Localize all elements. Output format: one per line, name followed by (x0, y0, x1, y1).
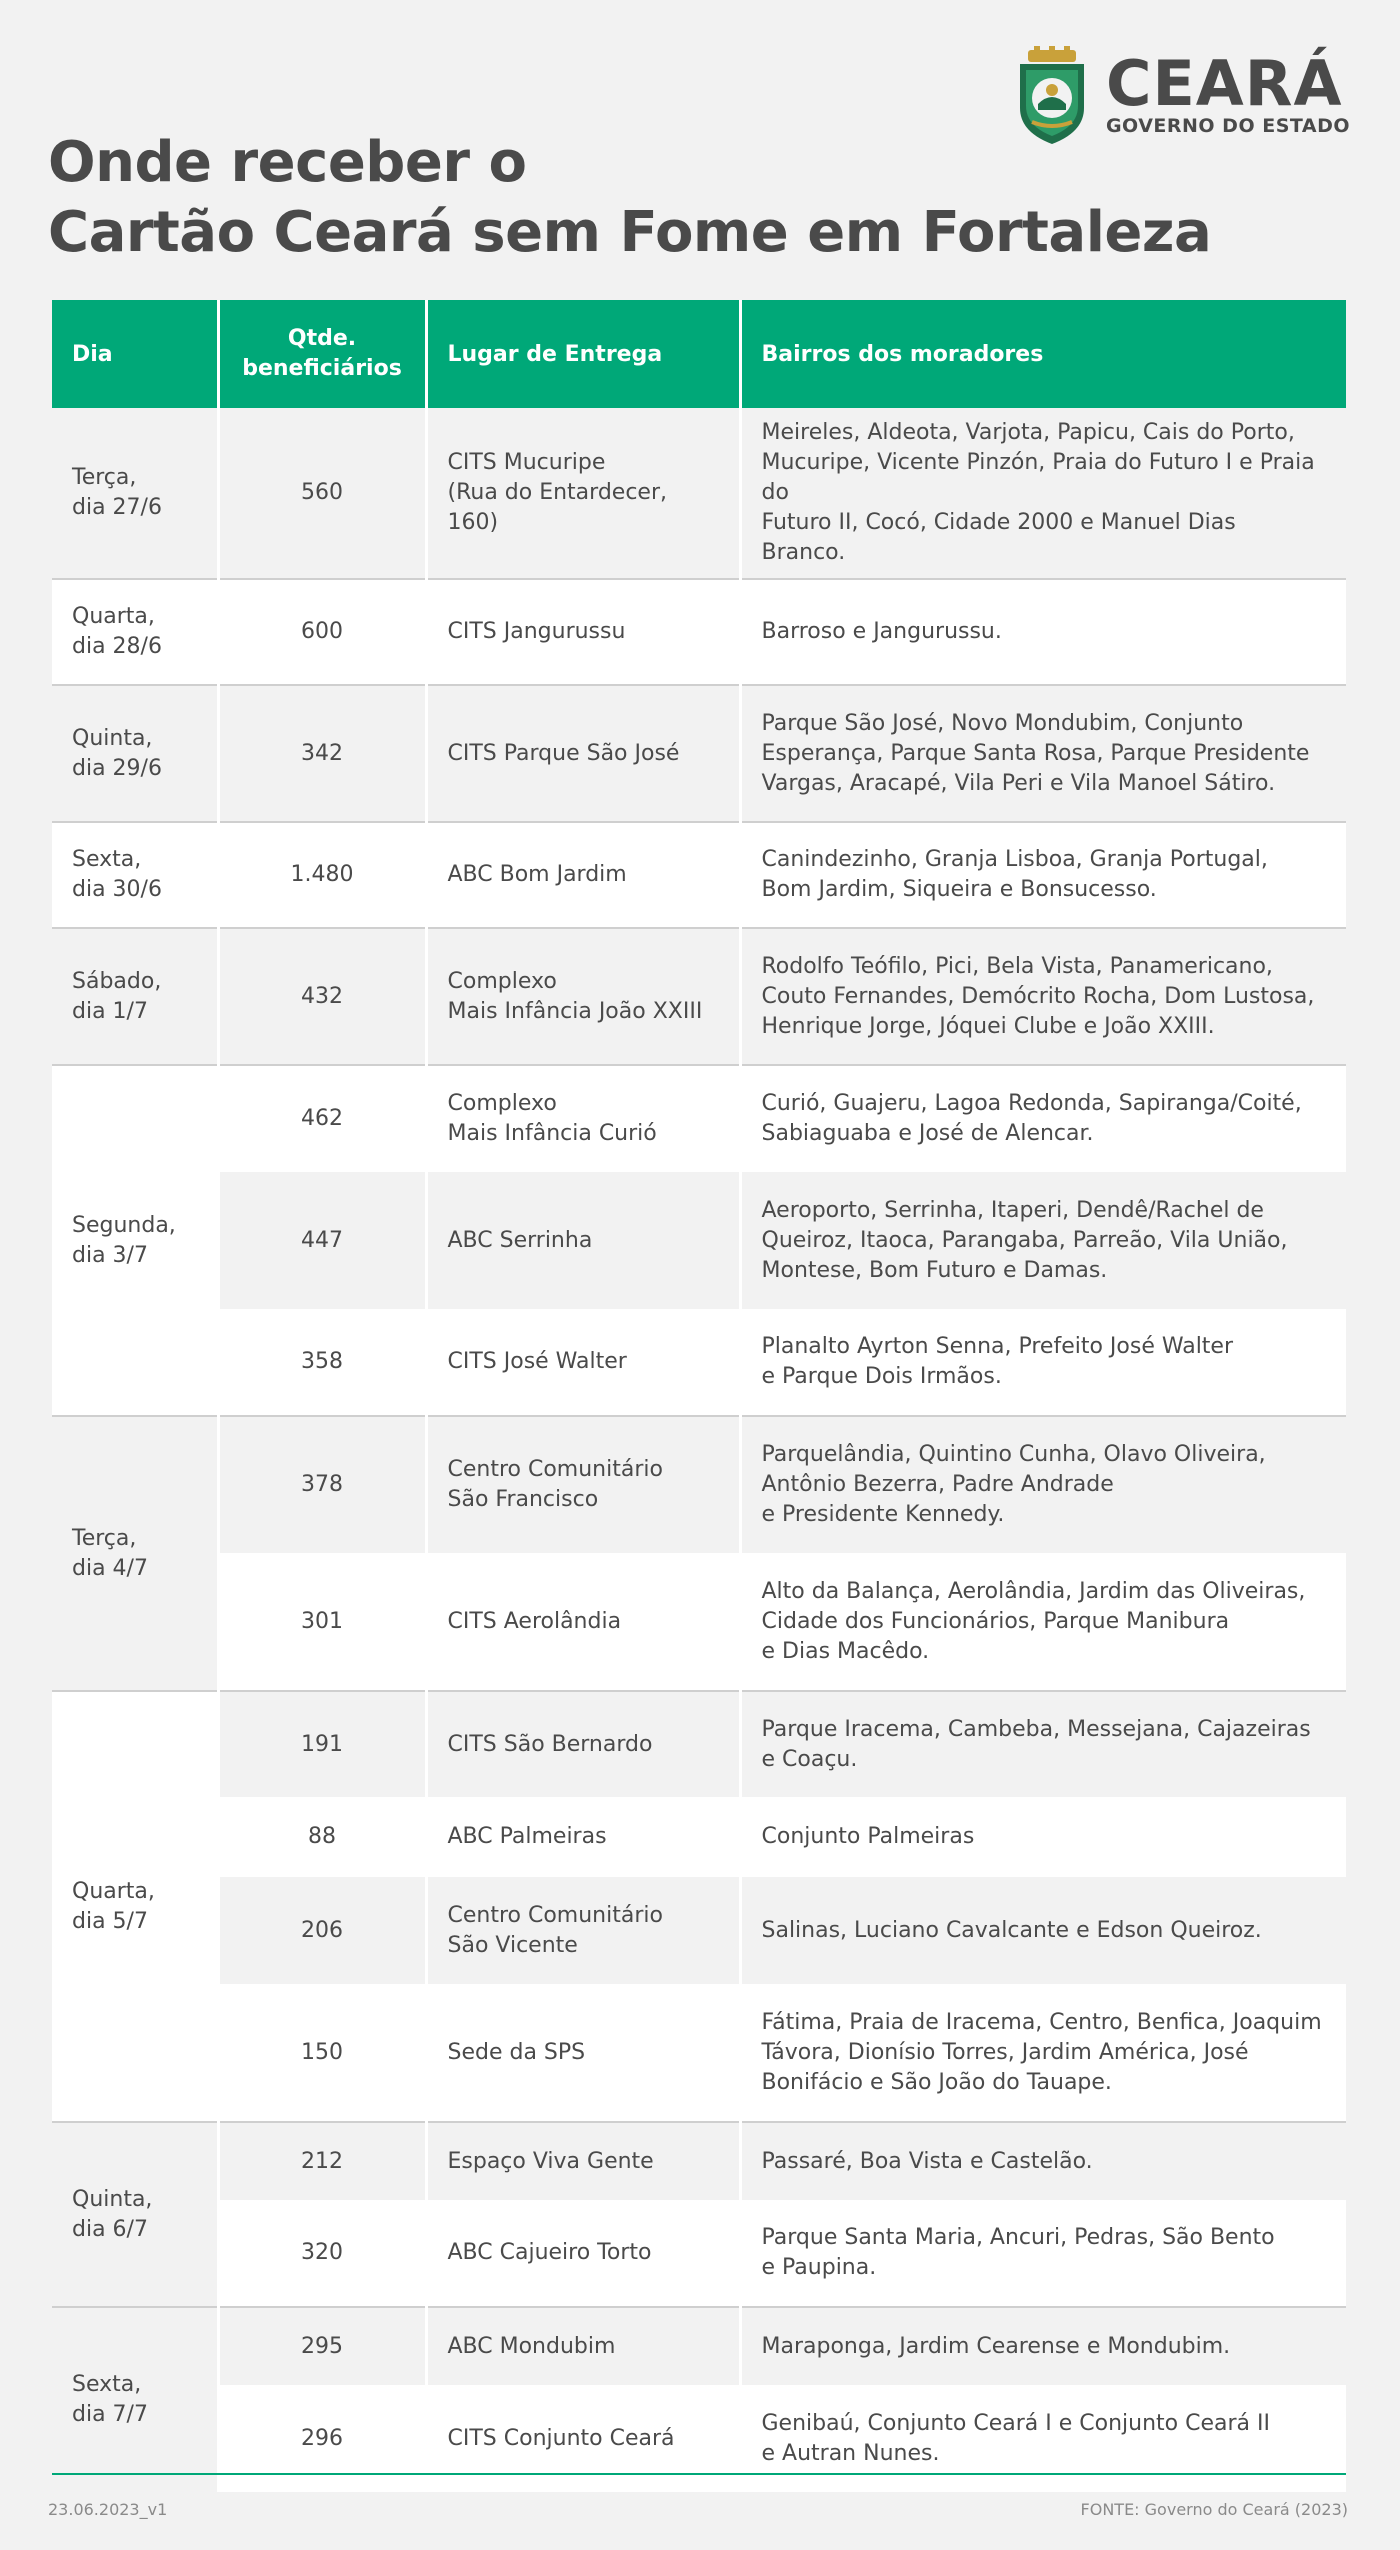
place-cell: Complexo Mais Infância Curió (426, 1065, 740, 1172)
qty-cell: 447 (218, 1172, 426, 1309)
day-group (52, 928, 1346, 1065)
day-group (52, 1416, 1346, 1691)
table-row (52, 1984, 1346, 2122)
day-cell: Quarta, dia 5/7 (52, 1691, 218, 2122)
neighborhoods-cell: Planalto Ayrton Senna, Prefeito José Walter e Parque Dois Irmãos. (740, 1309, 1346, 1416)
qty-cell: 462 (218, 1065, 426, 1172)
neighborhoods-cell: Aeroporto, Serrinha, Itaperi, Dendê/Rachel de Queiroz, Itaoca, Parangaba, Parreão, Vila União, Montese, Bom Futuro e Damas. (740, 1172, 1346, 1309)
place-cell: Centro Comunitário São Vicente (426, 1877, 740, 1984)
qty-cell: 432 (218, 928, 426, 1065)
qty-cell: 301 (218, 1553, 426, 1691)
place-cell: Complexo Mais Infância João XXIII (426, 928, 740, 1065)
qty-cell: 358 (218, 1309, 426, 1416)
day-group (52, 2307, 1346, 2492)
day-cell: Sexta, dia 7/7 (52, 2307, 218, 2492)
neighborhoods-cell: Maraponga, Jardim Cearense e Mondubim. (740, 2307, 1346, 2385)
schedule-table (52, 300, 1346, 2492)
source-label: FONTE: Governo do Ceará (2023) (1080, 2500, 1348, 2519)
header-lugar: Lugar de Entrega (426, 300, 740, 408)
table-row (52, 1553, 1346, 1691)
neighborhoods-cell: Rodolfo Teófilo, Pici, Bela Vista, Panamericano, Couto Fernandes, Demócrito Rocha, Dom Lustosa, Henrique Jorge, Jóquei Clube e João XXIII. (740, 928, 1346, 1065)
qty-cell: 212 (218, 2122, 426, 2200)
table-row (52, 1691, 1346, 1797)
day-group (52, 408, 1346, 579)
neighborhoods-cell: Parque Santa Maria, Ancuri, Pedras, São Bento e Paupina. (740, 2200, 1346, 2307)
table-row (52, 579, 1346, 685)
neighborhoods-cell: Alto da Balança, Aerolândia, Jardim das Oliveiras, Cidade dos Funcionários, Parque Manibura e Dias Macêdo. (740, 1553, 1346, 1691)
day-cell: Terça, dia 4/7 (52, 1416, 218, 1691)
qty-cell: 191 (218, 1691, 426, 1797)
qty-cell: 150 (218, 1984, 426, 2122)
qty-cell: 600 (218, 579, 426, 685)
table-row (52, 685, 1346, 822)
day-group (52, 579, 1346, 685)
place-cell: ABC Mondubim (426, 2307, 740, 2385)
place-cell: ABC Cajueiro Torto (426, 2200, 740, 2307)
day-cell: Quinta, dia 29/6 (52, 685, 218, 822)
place-cell: ABC Serrinha (426, 1172, 740, 1309)
qty-cell: 320 (218, 2200, 426, 2307)
neighborhoods-cell: Meireles, Aldeota, Varjota, Papicu, Cais do Porto, Mucuripe, Vicente Pinzón, Praia do Futuro I e Praia do Futuro II, Cocó, Cidade 2000 e Manuel Dias Branco. (740, 408, 1346, 579)
table-row (52, 1309, 1346, 1416)
day-group (52, 2122, 1346, 2307)
day-group (52, 1065, 1346, 1416)
table-row (52, 1797, 1346, 1877)
table-row (52, 1172, 1346, 1309)
day-cell: Sexta, dia 30/6 (52, 822, 218, 928)
logo-name: CEARÁ (1105, 47, 1343, 120)
neighborhoods-cell: Parque São José, Novo Mondubim, Conjunto Esperança, Parque Santa Rosa, Parque Presidente Vargas, Aracapé, Vila Peri e Vila Manoel Sátiro. (740, 685, 1346, 822)
table-row (52, 2200, 1346, 2307)
table-row (52, 2307, 1346, 2385)
neighborhoods-cell: Genibaú, Conjunto Ceará I e Conjunto Ceará II e Autran Nunes. (740, 2385, 1346, 2492)
day-group (52, 1691, 1346, 2122)
place-cell: CITS Parque São José (426, 685, 740, 822)
table-row (52, 928, 1346, 1065)
place-cell: CITS Aerolândia (426, 1553, 740, 1691)
neighborhoods-cell: Passaré, Boa Vista e Castelão. (740, 2122, 1346, 2200)
day-group (52, 822, 1346, 928)
place-cell: CITS Mucuripe (Rua do Entardecer, 160) (426, 408, 740, 579)
neighborhoods-cell: Fátima, Praia de Iracema, Centro, Benfica, Joaquim Távora, Dionísio Torres, Jardim América, José Bonifácio e São João do Tauape. (740, 1984, 1346, 2122)
table-row (52, 1416, 1346, 1553)
qty-cell: 88 (218, 1797, 426, 1877)
version-label: 23.06.2023_v1 (48, 2500, 168, 2519)
place-cell: Sede da SPS (426, 1984, 740, 2122)
day-cell: Terça, dia 27/6 (52, 408, 218, 579)
qty-cell: 206 (218, 1877, 426, 1984)
place-cell: CITS Jangurussu (426, 579, 740, 685)
day-cell: Segunda, dia 3/7 (52, 1065, 218, 1416)
place-cell: ABC Bom Jardim (426, 822, 740, 928)
qty-cell: 342 (218, 685, 426, 822)
table-header-row (52, 300, 1346, 408)
day-cell: Quarta, dia 28/6 (52, 579, 218, 685)
table-row (52, 408, 1346, 579)
table-row (52, 2385, 1346, 2492)
place-cell: ABC Palmeiras (426, 1797, 740, 1877)
place-cell: CITS Conjunto Ceará (426, 2385, 740, 2492)
title-line-1: Onde receber o (48, 130, 527, 195)
neighborhoods-cell: Salinas, Luciano Cavalcante e Edson Queiroz. (740, 1877, 1346, 1984)
page-title (48, 128, 1211, 268)
day-cell: Sábado, dia 1/7 (52, 928, 218, 1065)
header-bairros: Bairros dos moradores (740, 300, 1346, 408)
day-group (52, 685, 1346, 822)
place-cell: Espaço Viva Gente (426, 2122, 740, 2200)
qty-cell: 378 (218, 1416, 426, 1553)
day-cell: Quinta, dia 6/7 (52, 2122, 218, 2307)
qty-cell: 1.480 (218, 822, 426, 928)
place-cell: Centro Comunitário São Francisco (426, 1416, 740, 1553)
qty-cell: 560 (218, 408, 426, 579)
table-row (52, 822, 1346, 928)
header-dia: Dia (52, 300, 218, 408)
qty-cell: 296 (218, 2385, 426, 2492)
neighborhoods-cell: Barroso e Jangurussu. (740, 579, 1346, 685)
table-row (52, 2122, 1346, 2200)
neighborhoods-cell: Parquelândia, Quintino Cunha, Olavo Oliveira, Antônio Bezerra, Padre Andrade e Presidente Kennedy. (740, 1416, 1346, 1553)
neighborhoods-cell: Canindezinho, Granja Lisboa, Granja Portugal, Bom Jardim, Siqueira e Bonsucesso. (740, 822, 1346, 928)
neighborhoods-cell: Conjunto Palmeiras (740, 1797, 1346, 1877)
footer-divider (52, 2473, 1346, 2475)
place-cell: CITS José Walter (426, 1309, 740, 1416)
qty-cell: 295 (218, 2307, 426, 2385)
title-line-2: Cartão Ceará sem Fome em Fortaleza (48, 200, 1212, 265)
logo-subtitle: GOVERNO DO ESTADO (1105, 115, 1350, 137)
table-row (52, 1065, 1346, 1172)
table-row (52, 1877, 1346, 1984)
neighborhoods-cell: Curió, Guajeru, Lagoa Redonda, Sapiranga/Coité, Sabiaguaba e José de Alencar. (740, 1065, 1346, 1172)
header-qtde: Qtde. beneficiários (218, 300, 426, 408)
neighborhoods-cell: Parque Iracema, Cambeba, Messejana, Cajazeiras e Coaçu. (740, 1691, 1346, 1797)
place-cell: CITS São Bernardo (426, 1691, 740, 1797)
